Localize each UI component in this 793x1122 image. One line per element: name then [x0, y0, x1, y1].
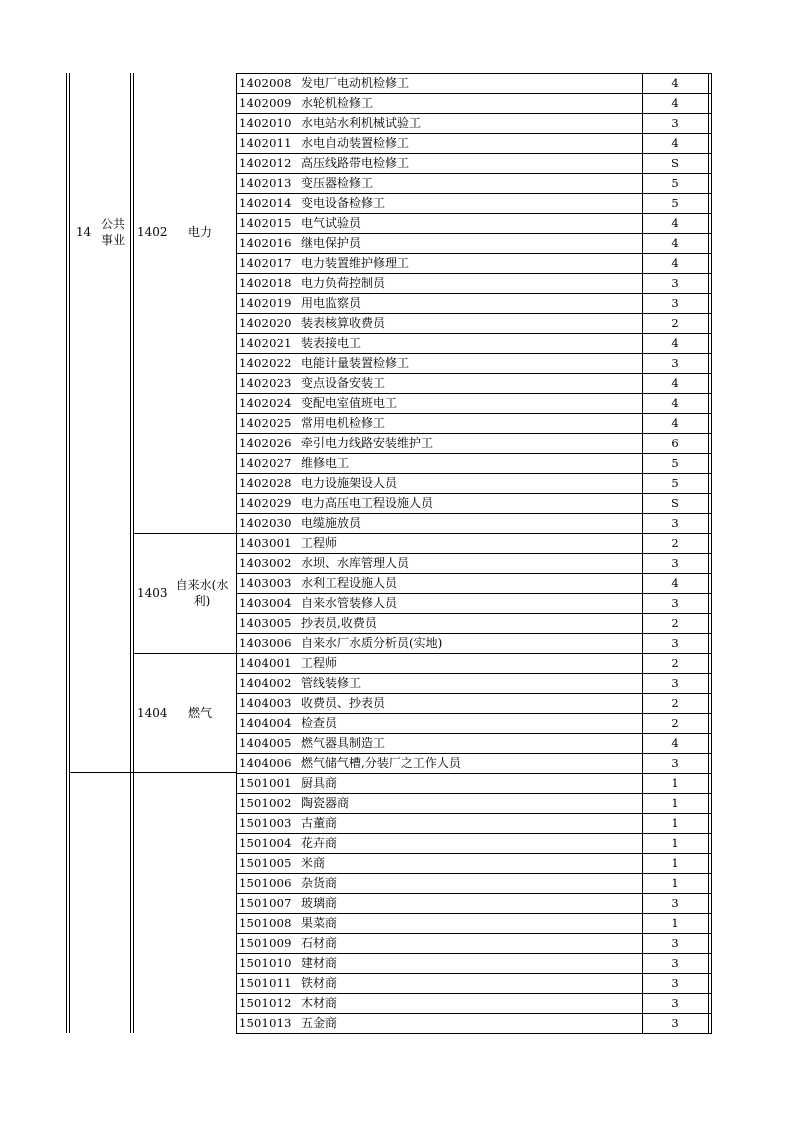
- occupation-code: 1402021: [239, 336, 292, 350]
- occupation-name: 古董商: [301, 816, 338, 830]
- table-row: [236, 313, 708, 333]
- table-row: [236, 893, 708, 913]
- occupation-grade: S: [671, 496, 679, 510]
- occupation-grade: 1: [671, 816, 679, 830]
- table-row: [236, 433, 708, 453]
- category-right-rule-a: [130, 73, 131, 1033]
- occupation-name: 继电保护员: [301, 236, 362, 250]
- occupation-code: 1403006: [239, 636, 292, 650]
- occupation-name: 工程师: [301, 656, 338, 670]
- table-row: [236, 853, 708, 873]
- occupation-name: 电力负荷控制员: [301, 276, 386, 290]
- occupation-grade: 3: [671, 976, 679, 990]
- occupation-code: 1402016: [239, 236, 292, 250]
- occupation-name: 石材商: [301, 936, 338, 950]
- table-row: [236, 593, 708, 613]
- occupation-grade: 6: [671, 436, 679, 450]
- occupation-code: 1402018: [239, 276, 292, 290]
- outer-left-double-rule-b: [69, 73, 70, 1033]
- occupation-code: 1402012: [239, 156, 292, 170]
- category-code: 14: [76, 225, 92, 239]
- occupation-grade: 4: [671, 376, 679, 390]
- table-row: [236, 133, 708, 153]
- occupation-name: 电力装置维护修理工: [301, 256, 410, 270]
- occupation-grade: 3: [671, 936, 679, 950]
- table-row: [236, 333, 708, 353]
- occupation-code: 1402008: [239, 76, 292, 90]
- occupation-name: 牵引电力线路安装维护工: [301, 436, 434, 450]
- occupation-code: 1402024: [239, 396, 292, 410]
- occupation-grade: 3: [671, 556, 679, 570]
- table-row: [236, 413, 708, 433]
- occupation-code: 1501004: [239, 836, 292, 850]
- occupation-code: 1402029: [239, 496, 292, 510]
- occupation-name: 电力设施架设人员: [301, 476, 398, 490]
- occupation-grade: 3: [671, 356, 679, 370]
- occupation-name: 变配电室值班电工: [301, 396, 398, 410]
- occupation-name: 建材商: [301, 956, 338, 970]
- occupation-name: 自来水厂水质分析员(实地): [301, 636, 443, 650]
- table-row: [236, 253, 708, 273]
- occupation-grade: 4: [671, 576, 679, 590]
- category-right-rule-b: [133, 73, 134, 1033]
- table-row: [236, 613, 708, 633]
- occupation-code: 1402015: [239, 216, 292, 230]
- occupation-grade: S: [671, 156, 679, 170]
- occupation-name: 果菜商: [301, 916, 338, 930]
- table-row: [236, 873, 708, 893]
- occupation-code: 1404003: [239, 696, 292, 710]
- table-row: [236, 793, 708, 813]
- occupation-code: 1402014: [239, 196, 292, 210]
- occupation-grade: 2: [671, 536, 679, 550]
- occupation-name: 花卉商: [301, 836, 338, 850]
- occupation-code: 1402010: [239, 116, 292, 130]
- table-row: [236, 813, 708, 833]
- occupation-code: 1501001: [239, 776, 292, 790]
- occupation-name: 变点设备安装工: [301, 376, 386, 390]
- group-1402-code: 1402: [137, 225, 168, 239]
- occupation-name: 高压线路带电检修工: [301, 156, 410, 170]
- table-row: [236, 233, 708, 253]
- occupation-grade: 3: [671, 296, 679, 310]
- occupation-grade: 3: [671, 276, 679, 290]
- occupation-code: 1404006: [239, 756, 292, 770]
- occupation-name: 发电厂电动机检修工: [301, 76, 410, 90]
- occupation-name: 管线装修工: [301, 676, 362, 690]
- occupation-grade: 4: [671, 396, 679, 410]
- occupation-name: 水坝、水库管理人员: [301, 556, 410, 570]
- occupation-grade: 1: [671, 836, 679, 850]
- occupation-name: 变电设备检修工: [301, 196, 386, 210]
- category-name: [98, 216, 128, 248]
- occupation-code: 1501013: [239, 1016, 292, 1030]
- table-row: [236, 933, 708, 953]
- occupation-grade: 5: [671, 196, 679, 210]
- group-1402-name: 电力: [188, 225, 213, 239]
- occupation-grade: 3: [671, 756, 679, 770]
- occupation-name: 用电监察员: [301, 296, 362, 310]
- occupation-code: 1402026: [239, 436, 292, 450]
- occupation-grade: 3: [671, 956, 679, 970]
- occupation-grade: 3: [671, 676, 679, 690]
- table-row: [236, 353, 708, 373]
- table-row: [236, 713, 708, 733]
- table-row: [236, 393, 708, 413]
- occupation-grade: 1: [671, 876, 679, 890]
- occupation-name: 木材商: [301, 996, 338, 1010]
- table-row: [236, 93, 708, 113]
- occupation-code: 1402009: [239, 96, 292, 110]
- outer-left-double-rule-a: [66, 73, 67, 1033]
- table-row: [236, 493, 708, 513]
- occupation-code: 1501012: [239, 996, 292, 1010]
- occupation-code: 1402013: [239, 176, 292, 190]
- table-row: [236, 293, 708, 313]
- table-row: [236, 193, 708, 213]
- table-row: [236, 693, 708, 713]
- occupation-name: 收费员、抄表员: [301, 696, 386, 710]
- occupation-grade: 1: [671, 856, 679, 870]
- group-1404-name: 燃气: [188, 706, 213, 720]
- occupation-name: 水利工程设施人员: [301, 576, 398, 590]
- table-row: [236, 913, 708, 933]
- occupation-grade: 1: [671, 916, 679, 930]
- occupation-grade: 2: [671, 616, 679, 630]
- occupation-code: 1404005: [239, 736, 292, 750]
- occupation-code: 1402017: [239, 256, 292, 270]
- table-row: [236, 733, 708, 753]
- occupation-grade: 4: [671, 136, 679, 150]
- occupation-grade: 4: [671, 256, 679, 270]
- occupation-name: 米商: [301, 856, 326, 870]
- group-1403-name: [170, 577, 234, 609]
- occupation-name: 水电站水利机械试验工: [301, 116, 422, 130]
- occupation-code: 1402025: [239, 416, 292, 430]
- row-bottom-rule: [236, 1033, 712, 1034]
- group-1403-name-line1: 自来水(水: [175, 578, 229, 592]
- occupation-code: 1404001: [239, 656, 292, 670]
- occupation-name: 工程师: [301, 536, 338, 550]
- occupation-code: 1501010: [239, 956, 292, 970]
- table-row: [236, 973, 708, 993]
- occupation-grade: 3: [671, 996, 679, 1010]
- occupation-code: 1402022: [239, 356, 292, 370]
- occupation-code: 1501007: [239, 896, 292, 910]
- occupation-grade: 3: [671, 516, 679, 530]
- occupation-code: 1402023: [239, 376, 292, 390]
- table-row: [236, 153, 708, 173]
- occupation-code: 1402028: [239, 476, 292, 490]
- table-row: [236, 1013, 708, 1033]
- group-1404-code: 1404: [137, 706, 168, 720]
- occupation-grade: 4: [671, 336, 679, 350]
- category-name-line1: 公共: [100, 217, 125, 231]
- occupation-code: 1402019: [239, 296, 292, 310]
- occupation-grade: 2: [671, 696, 679, 710]
- occupation-code: 1501002: [239, 796, 292, 810]
- table-row: [236, 993, 708, 1013]
- occupation-name: 陶瓷器商: [301, 796, 350, 810]
- group-1403-code: 1403: [137, 586, 168, 600]
- occupation-code: 1404002: [239, 676, 292, 690]
- occupation-grade: 5: [671, 456, 679, 470]
- occupation-name: 电能计量装置检修工: [301, 356, 410, 370]
- occupation-name: 电缆施放员: [301, 516, 362, 530]
- occupation-grade: 2: [671, 716, 679, 730]
- occupation-name: 检查员: [301, 716, 338, 730]
- table-row: [236, 513, 708, 533]
- occupation-code: 1501008: [239, 916, 292, 930]
- table-row: [236, 453, 708, 473]
- occupation-code: 1501005: [239, 856, 292, 870]
- group-1404-top-rule: [134, 653, 236, 654]
- occupation-name: 抄表员,收费员: [301, 616, 377, 630]
- table-row: [236, 653, 708, 673]
- table-row: [236, 953, 708, 973]
- occupation-grade: 4: [671, 216, 679, 230]
- occupation-code: 1501009: [239, 936, 292, 950]
- group-1403-top-rule: [134, 533, 236, 534]
- table-row: [236, 773, 708, 793]
- table-row: [236, 573, 708, 593]
- occupation-code: 1403004: [239, 596, 292, 610]
- occupation-grade: 3: [671, 896, 679, 910]
- occupation-grade: 5: [671, 476, 679, 490]
- occupation-name: 电力高压电工程设施人员: [301, 496, 434, 510]
- table-row: [236, 113, 708, 133]
- occupation-grade: 4: [671, 416, 679, 430]
- occupation-name: 自来水管装修人员: [301, 596, 398, 610]
- occupation-code: 1402027: [239, 456, 292, 470]
- occupation-grade: 4: [671, 736, 679, 750]
- occupation-name: 装表接电工: [301, 336, 362, 350]
- table-row: [236, 213, 708, 233]
- occupation-name: 厨具商: [301, 776, 338, 790]
- occupation-name: 维修电工: [301, 456, 350, 470]
- table-row: [236, 673, 708, 693]
- occupation-name: 杂货商: [301, 876, 338, 890]
- category-name-line2: 事业: [100, 233, 125, 247]
- occupation-name: 常用电机检修工: [301, 416, 386, 430]
- occupation-name: 铁材商: [301, 976, 338, 990]
- occupation-name: 电气试验员: [301, 216, 362, 230]
- occupation-name: 变压器检修工: [301, 176, 374, 190]
- occupation-code: 1402011: [239, 136, 292, 150]
- occupation-grade: 2: [671, 656, 679, 670]
- table-row: [236, 73, 708, 93]
- occupation-name: 燃气器具制造工: [301, 736, 386, 750]
- occupation-code: 1403002: [239, 556, 292, 570]
- table-row: [236, 753, 708, 773]
- occupation-grade: 4: [671, 76, 679, 90]
- table-row: [236, 833, 708, 853]
- occupation-grade: 5: [671, 176, 679, 190]
- table-row: [236, 373, 708, 393]
- group-1403-name-line2: 利): [193, 594, 211, 608]
- table-row: [236, 473, 708, 493]
- occupation-grade: 4: [671, 96, 679, 110]
- occupation-code: 1501003: [239, 816, 292, 830]
- occupation-code: 1403005: [239, 616, 292, 630]
- occupation-code: 1404004: [239, 716, 292, 730]
- table-row: [236, 533, 708, 553]
- category-bottom-rule: [70, 772, 236, 773]
- table-row: [236, 173, 708, 193]
- occupation-code: 1403003: [239, 576, 292, 590]
- table-row: [236, 553, 708, 573]
- occupation-code: 1402020: [239, 316, 292, 330]
- occupation-name: 五金商: [301, 1016, 338, 1030]
- occupation-grade: 3: [671, 596, 679, 610]
- occupation-name: 燃气储气槽,分装厂之工作人员: [301, 756, 461, 770]
- occupation-code: 1501006: [239, 876, 292, 890]
- occupation-name: 水电自动装置检修工: [301, 136, 410, 150]
- occupation-grade: 4: [671, 236, 679, 250]
- occupation-grade: 3: [671, 636, 679, 650]
- table-row: [236, 273, 708, 293]
- occupation-code: 1403001: [239, 536, 292, 550]
- occupation-name: 玻璃商: [301, 896, 338, 910]
- occupation-code: 1402030: [239, 516, 292, 530]
- occupation-grade: 1: [671, 796, 679, 810]
- occupation-grade: 1: [671, 776, 679, 790]
- occupation-name: 装表核算收费员: [301, 316, 386, 330]
- occupation-grade: 3: [671, 116, 679, 130]
- occupation-grade: 3: [671, 1016, 679, 1030]
- occupation-code: 1501011: [239, 976, 292, 990]
- occupation-grade: 2: [671, 316, 679, 330]
- table-row: [236, 633, 708, 653]
- occupation-name: 水轮机检修工: [301, 96, 374, 110]
